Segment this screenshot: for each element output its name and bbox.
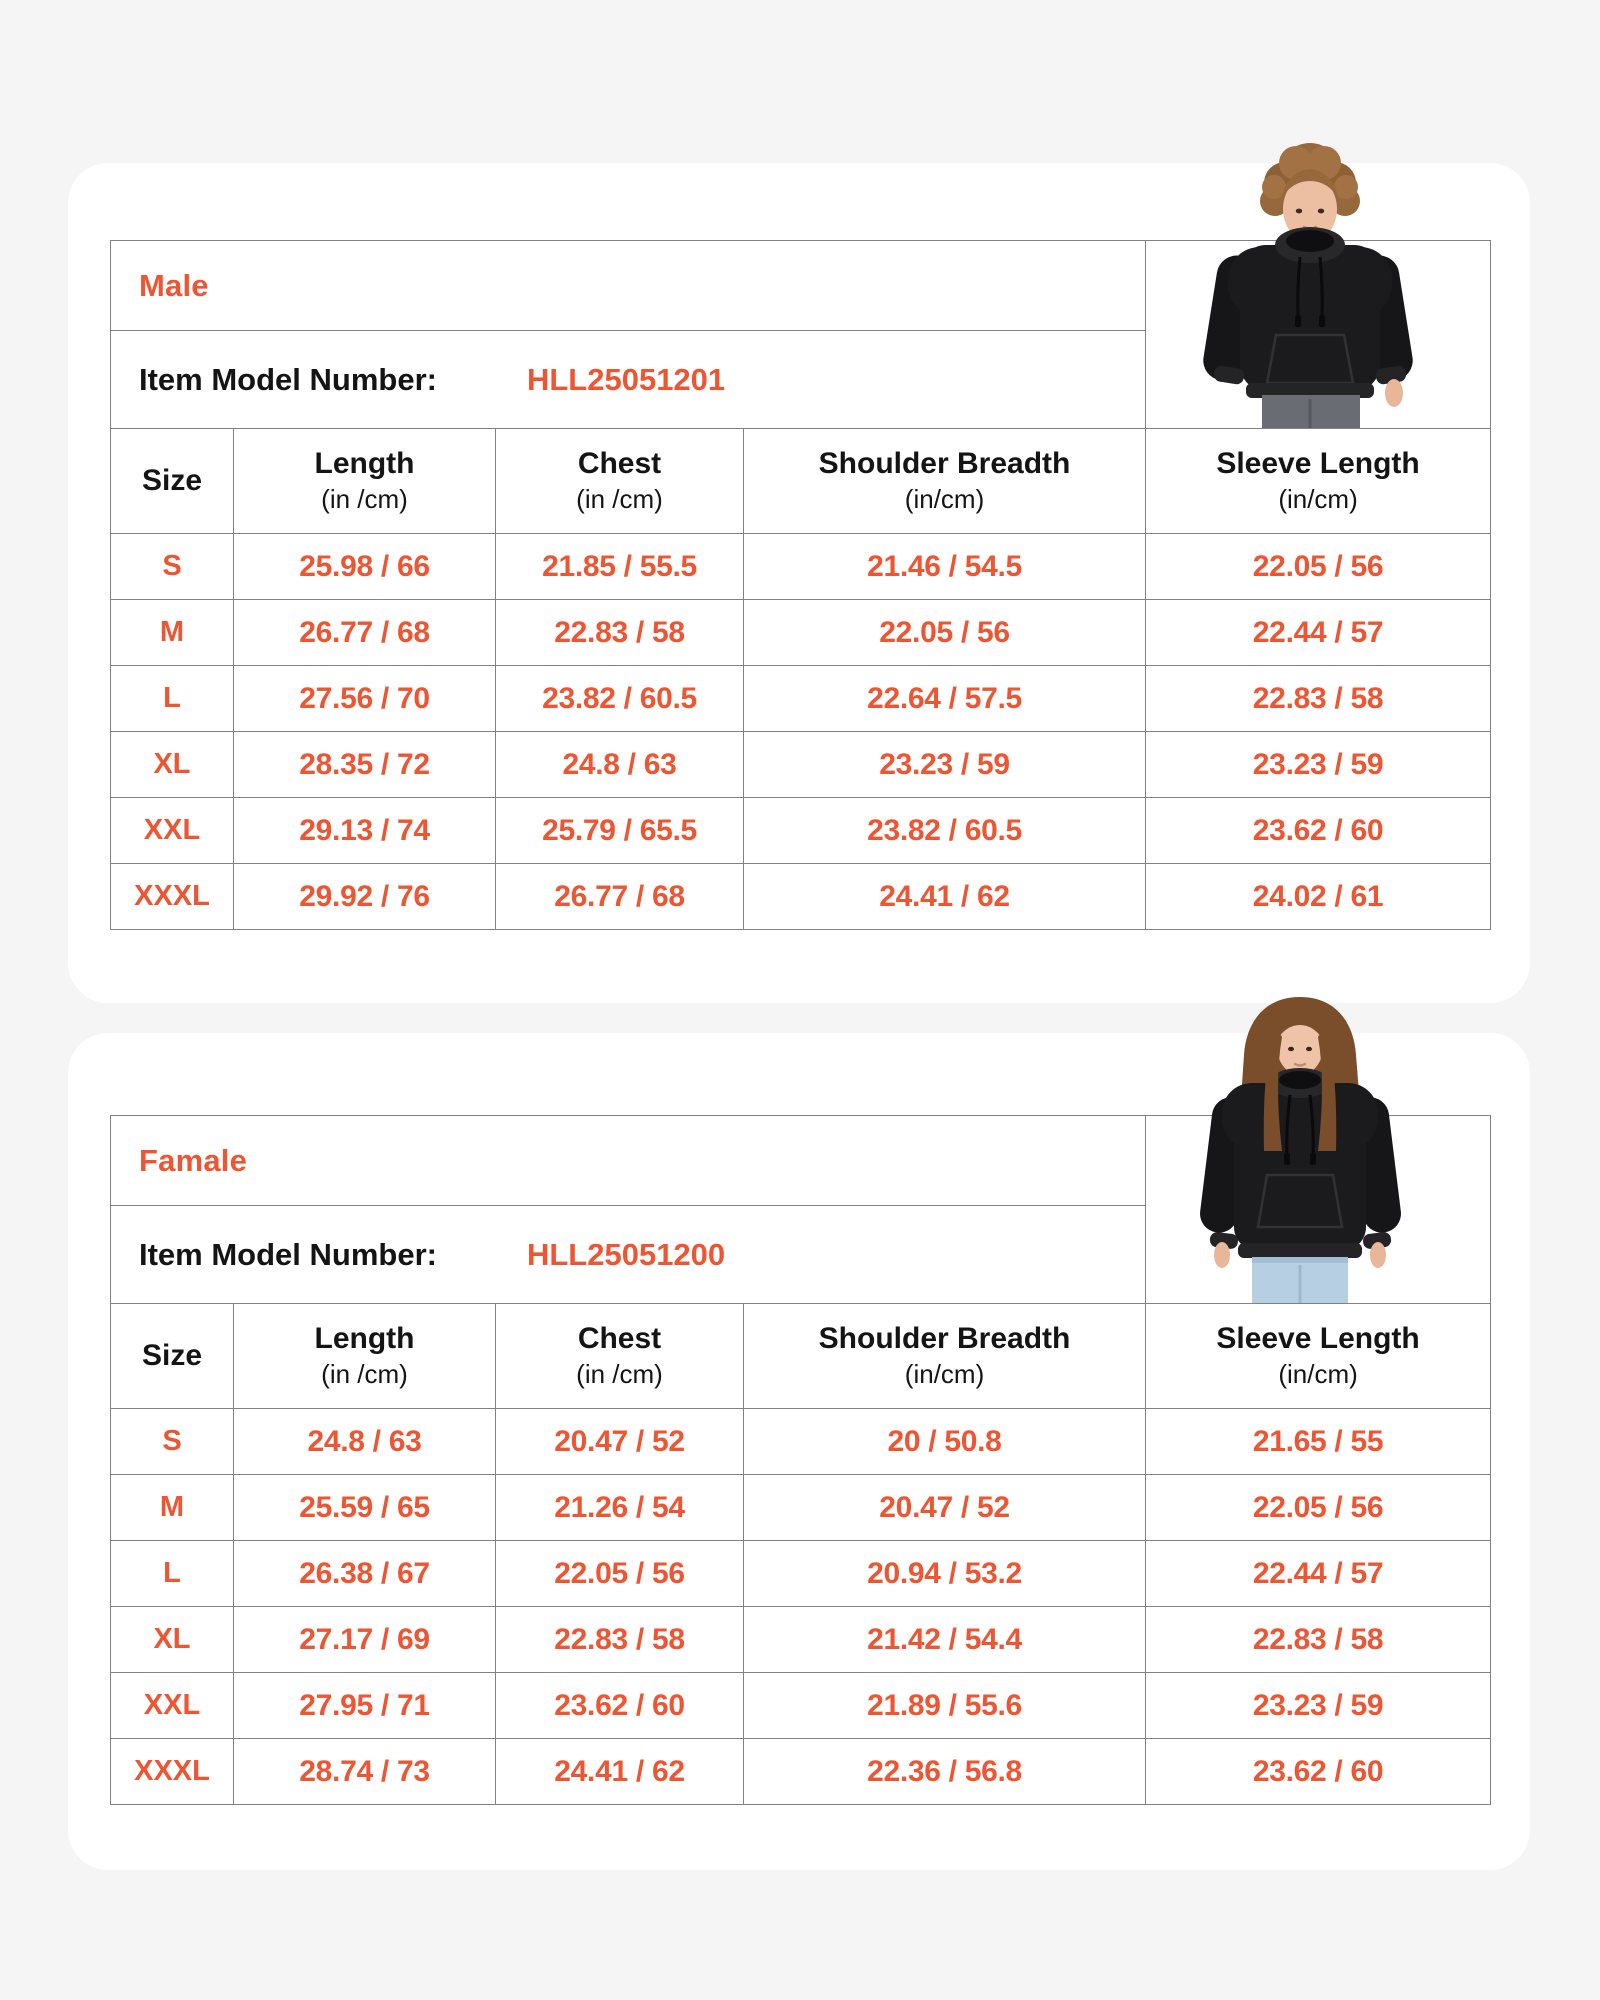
measurement-value: 22.44 / 57: [1146, 1541, 1491, 1607]
measurement-value: 22.83 / 58: [1146, 666, 1491, 732]
table-title-row: [111, 241, 1491, 331]
size-label: L: [111, 1541, 234, 1607]
male-hair: [1260, 143, 1360, 216]
size-label: S: [111, 534, 234, 600]
column-header-chest: Chest (in /cm): [496, 429, 744, 534]
male-size-table: [110, 240, 1491, 930]
item-model-number-value: HLL25051200: [526, 1236, 726, 1272]
size-row-l: [111, 1541, 1491, 1607]
measurement-value: 25.59 / 65: [234, 1475, 496, 1541]
measurement-value: 20 / 50.8: [744, 1409, 1146, 1475]
male-face: [1281, 169, 1339, 247]
size-label: XL: [111, 1607, 234, 1673]
measurement-value: 23.62 / 60: [1146, 1739, 1491, 1805]
column-header-row: [111, 429, 1491, 534]
column-header-sleeve: Sleeve Length (in/cm): [1146, 1304, 1491, 1409]
size-label: XXXL: [111, 864, 234, 930]
column-header-size: Size: [111, 429, 234, 534]
column-header-row: [111, 1304, 1491, 1409]
measurement-value: 23.23 / 59: [1146, 1673, 1491, 1739]
size-label: XXL: [111, 1673, 234, 1739]
measurement-value: 26.77 / 68: [496, 864, 744, 930]
item-model-cell: [111, 331, 1146, 429]
size-row-m: [111, 1475, 1491, 1541]
size-row-xxl: [111, 1673, 1491, 1739]
measurement-value: 26.77 / 68: [234, 600, 496, 666]
size-label: M: [111, 600, 234, 666]
size-label: L: [111, 666, 234, 732]
measurement-value: 22.36 / 56.8: [744, 1739, 1146, 1805]
gender-title: Male: [139, 267, 209, 303]
measurement-value: 28.35 / 72: [234, 732, 496, 798]
measurement-value: 23.62 / 60: [1146, 798, 1491, 864]
measurement-value: 27.56 / 70: [234, 666, 496, 732]
measurement-value: 21.42 / 54.4: [744, 1607, 1146, 1673]
measurement-value: 22.05 / 56: [744, 600, 1146, 666]
measurement-value: 22.05 / 56: [1146, 534, 1491, 600]
size-label: XL: [111, 732, 234, 798]
measurement-value: 21.65 / 55: [1146, 1409, 1491, 1475]
column-header-sleeve: Sleeve Length (in/cm): [1146, 429, 1491, 534]
female-face: [1276, 1013, 1324, 1081]
size-row-l: [111, 666, 1491, 732]
item-model-cell: [111, 1206, 1146, 1304]
column-header-length: Length (in /cm): [234, 1304, 496, 1409]
column-header-shoulder: Shoulder Breadth (in/cm): [744, 1304, 1146, 1409]
size-row-xxxl: [111, 1739, 1491, 1805]
measurement-value: 22.83 / 58: [1146, 1607, 1491, 1673]
size-row-xxl: [111, 798, 1491, 864]
item-model-number-label: Item Model Number:: [139, 1236, 437, 1272]
measurement-value: 22.44 / 57: [1146, 600, 1491, 666]
gender-title-cell: [111, 1116, 1146, 1206]
table-title-row: [111, 1116, 1491, 1206]
measurement-value: 27.17 / 69: [234, 1607, 496, 1673]
female-size-chart-card: [68, 1033, 1530, 1870]
size-label: XXXL: [111, 1739, 234, 1805]
model-photo-cell: [1146, 241, 1491, 429]
measurement-value: 22.05 / 56: [1146, 1475, 1491, 1541]
measurement-value: 23.23 / 59: [1146, 732, 1491, 798]
measurement-value: 25.79 / 65.5: [496, 798, 744, 864]
male-size-chart-card: [68, 163, 1530, 1003]
measurement-value: 21.46 / 54.5: [744, 534, 1146, 600]
measurement-value: 20.47 / 52: [496, 1409, 744, 1475]
item-model-number-label: Item Model Number:: [139, 361, 437, 397]
size-row-s: [111, 1409, 1491, 1475]
size-row-s: [111, 534, 1491, 600]
measurement-value: 22.64 / 57.5: [744, 666, 1146, 732]
measurement-value: 24.8 / 63: [496, 732, 744, 798]
column-header-shoulder: Shoulder Breadth (in/cm): [744, 429, 1146, 534]
model-photo-cell: [1146, 1116, 1491, 1304]
column-header-length: Length (in /cm): [234, 429, 496, 534]
measurement-value: 23.82 / 60.5: [496, 666, 744, 732]
measurement-value: 21.89 / 55.6: [744, 1673, 1146, 1739]
column-header-size: Size: [111, 1304, 234, 1409]
measurement-value: 29.13 / 74: [234, 798, 496, 864]
size-row-xl: [111, 1607, 1491, 1673]
measurement-value: 23.23 / 59: [744, 732, 1146, 798]
size-label: M: [111, 1475, 234, 1541]
gender-title: Famale: [139, 1142, 248, 1178]
measurement-value: 20.94 / 53.2: [744, 1541, 1146, 1607]
column-header-chest: Chest (in /cm): [496, 1304, 744, 1409]
measurement-value: 25.98 / 66: [234, 534, 496, 600]
measurement-value: 29.92 / 76: [234, 864, 496, 930]
measurement-value: 24.02 / 61: [1146, 864, 1491, 930]
size-row-m: [111, 600, 1491, 666]
size-label: XXL: [111, 798, 234, 864]
measurement-value: 22.83 / 58: [496, 600, 744, 666]
measurement-value: 21.85 / 55.5: [496, 534, 744, 600]
measurement-value: 20.47 / 52: [744, 1475, 1146, 1541]
female-size-table: [110, 1115, 1491, 1805]
measurement-value: 21.26 / 54: [496, 1475, 744, 1541]
measurement-value: 24.41 / 62: [496, 1739, 744, 1805]
measurement-value: 28.74 / 73: [234, 1739, 496, 1805]
gender-title-cell: [111, 241, 1146, 331]
size-row-xl: [111, 732, 1491, 798]
measurement-value: 27.95 / 71: [234, 1673, 496, 1739]
item-model-number-value: HLL25051201: [526, 361, 726, 397]
measurement-value: 22.83 / 58: [496, 1607, 744, 1673]
measurement-value: 26.38 / 67: [234, 1541, 496, 1607]
measurement-value: 24.8 / 63: [234, 1409, 496, 1475]
measurement-value: 23.82 / 60.5: [744, 798, 1146, 864]
measurement-value: 24.41 / 62: [744, 864, 1146, 930]
measurement-value: 22.05 / 56: [496, 1541, 744, 1607]
measurement-value: 23.62 / 60: [496, 1673, 744, 1739]
size-label: S: [111, 1409, 234, 1475]
size-row-xxxl: [111, 864, 1491, 930]
